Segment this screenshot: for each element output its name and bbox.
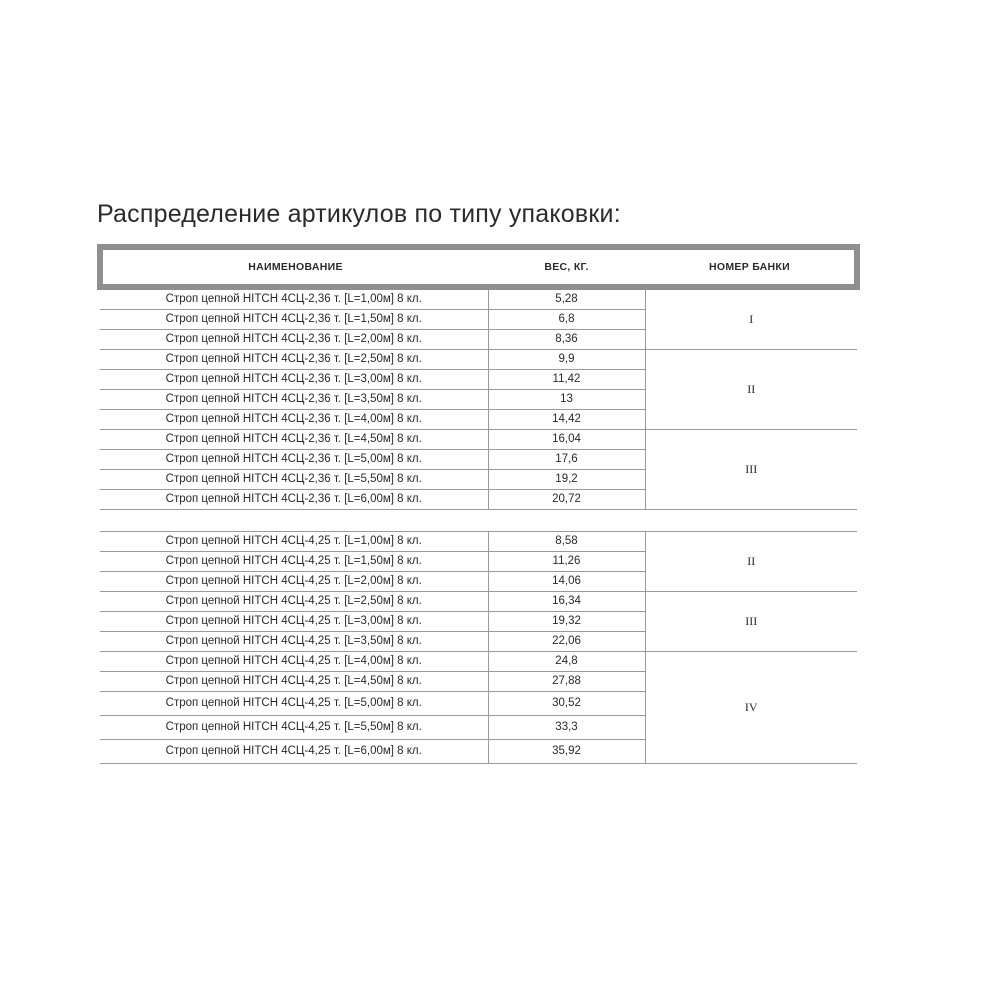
item-name-cell: Строп цепной HITCH 4СЦ-4,25 т. [L=5,00м] 8 кл.	[100, 692, 488, 716]
item-name-cell: Строп цепной HITCH 4СЦ-2,36 т. [L=3,00м] 8 кл.	[100, 370, 488, 390]
item-name-cell: Строп цепной HITCH 4СЦ-2,36 т. [L=4,00м] 8 кл.	[100, 410, 488, 430]
box-number-cell: III	[645, 430, 857, 510]
item-name-cell: Строп цепной HITCH 4СЦ-2,36 т. [L=6,00м] 8 кл.	[100, 490, 488, 510]
item-name-cell: Строп цепной HITCH 4СЦ-4,25 т. [L=3,00м] 8 кл.	[100, 612, 488, 632]
item-weight-cell: 14,06	[488, 572, 645, 592]
table-header	[100, 247, 857, 287]
table-row	[100, 350, 857, 370]
item-name-cell: Строп цепной HITCH 4СЦ-2,36 т. [L=5,00м] 8 кл.	[100, 450, 488, 470]
item-name-cell: Строп цепной HITCH 4СЦ-2,36 т. [L=4,50м] 8 кл.	[100, 430, 488, 450]
item-name-cell: Строп цепной HITCH 4СЦ-4,25 т. [L=2,50м] 8 кл.	[100, 592, 488, 612]
item-name-cell: Строп цепной HITCH 4СЦ-4,25 т. [L=1,50м] 8 кл.	[100, 552, 488, 572]
item-weight-cell: 16,34	[488, 592, 645, 612]
item-name-cell: Строп цепной HITCH 4СЦ-4,25 т. [L=2,00м] 8 кл.	[100, 572, 488, 592]
item-weight-cell: 27,88	[488, 672, 645, 692]
item-weight-cell: 8,36	[488, 330, 645, 350]
table-row	[100, 430, 857, 450]
item-weight-cell: 5,28	[488, 287, 645, 310]
column-header-name: НАИМЕНОВАНИЕ	[100, 247, 488, 287]
item-name-cell: Строп цепной HITCH 4СЦ-2,36 т. [L=2,00м] 8 кл.	[100, 330, 488, 350]
box-number-cell: IV	[645, 652, 857, 764]
page-title: Распределение артикулов по типу упаковки:	[97, 200, 621, 228]
item-weight-cell: 13	[488, 390, 645, 410]
item-weight-cell: 8,58	[488, 532, 645, 552]
column-header-weight: ВЕС, КГ.	[488, 247, 645, 287]
item-weight-cell: 24,8	[488, 652, 645, 672]
item-weight-cell: 11,42	[488, 370, 645, 390]
item-weight-cell: 19,32	[488, 612, 645, 632]
table-row	[100, 652, 857, 672]
item-name-cell: Строп цепной HITCH 4СЦ-2,36 т. [L=5,50м] 8 кл.	[100, 470, 488, 490]
column-header-box: НОМЕР БАНКИ	[645, 247, 857, 287]
table-row	[100, 287, 857, 310]
item-name-cell: Строп цепной HITCH 4СЦ-2,36 т. [L=2,50м] 8 кл.	[100, 350, 488, 370]
section-separator	[100, 510, 857, 532]
table-row	[100, 592, 857, 612]
item-name-cell: Строп цепной HITCH 4СЦ-4,25 т. [L=3,50м] 8 кл.	[100, 632, 488, 652]
box-number-cell: I	[645, 287, 857, 350]
item-weight-cell: 17,6	[488, 450, 645, 470]
item-name-cell: Строп цепной HITCH 4СЦ-4,25 т. [L=4,50м] 8 кл.	[100, 672, 488, 692]
item-name-cell: Строп цепной HITCH 4СЦ-4,25 т. [L=4,00м] 8 кл.	[100, 652, 488, 672]
table-row	[100, 532, 857, 552]
item-weight-cell: 33,3	[488, 716, 645, 740]
box-number-cell: II	[645, 350, 857, 430]
item-weight-cell: 35,92	[488, 740, 645, 764]
item-name-cell: Строп цепной HITCH 4СЦ-4,25 т. [L=5,50м] 8 кл.	[100, 716, 488, 740]
item-weight-cell: 19,2	[488, 470, 645, 490]
item-name-cell: Строп цепной HITCH 4СЦ-2,36 т. [L=3,50м] 8 кл.	[100, 390, 488, 410]
item-name-cell: Строп цепной HITCH 4СЦ-4,25 т. [L=1,00м] 8 кл.	[100, 532, 488, 552]
item-weight-cell: 30,52	[488, 692, 645, 716]
item-weight-cell: 16,04	[488, 430, 645, 450]
item-weight-cell: 11,26	[488, 552, 645, 572]
packaging-table	[97, 244, 860, 764]
table-body	[100, 287, 857, 764]
box-number-cell: III	[645, 592, 857, 652]
item-name-cell: Строп цепной HITCH 4СЦ-2,36 т. [L=1,00м] 8 кл.	[100, 287, 488, 310]
item-weight-cell: 14,42	[488, 410, 645, 430]
item-name-cell: Строп цепной HITCH 4СЦ-2,36 т. [L=1,50м] 8 кл.	[100, 310, 488, 330]
item-name-cell: Строп цепной HITCH 4СЦ-4,25 т. [L=6,00м] 8 кл.	[100, 740, 488, 764]
item-weight-cell: 6,8	[488, 310, 645, 330]
item-weight-cell: 22,06	[488, 632, 645, 652]
item-weight-cell: 20,72	[488, 490, 645, 510]
box-number-cell: II	[645, 532, 857, 592]
item-weight-cell: 9,9	[488, 350, 645, 370]
